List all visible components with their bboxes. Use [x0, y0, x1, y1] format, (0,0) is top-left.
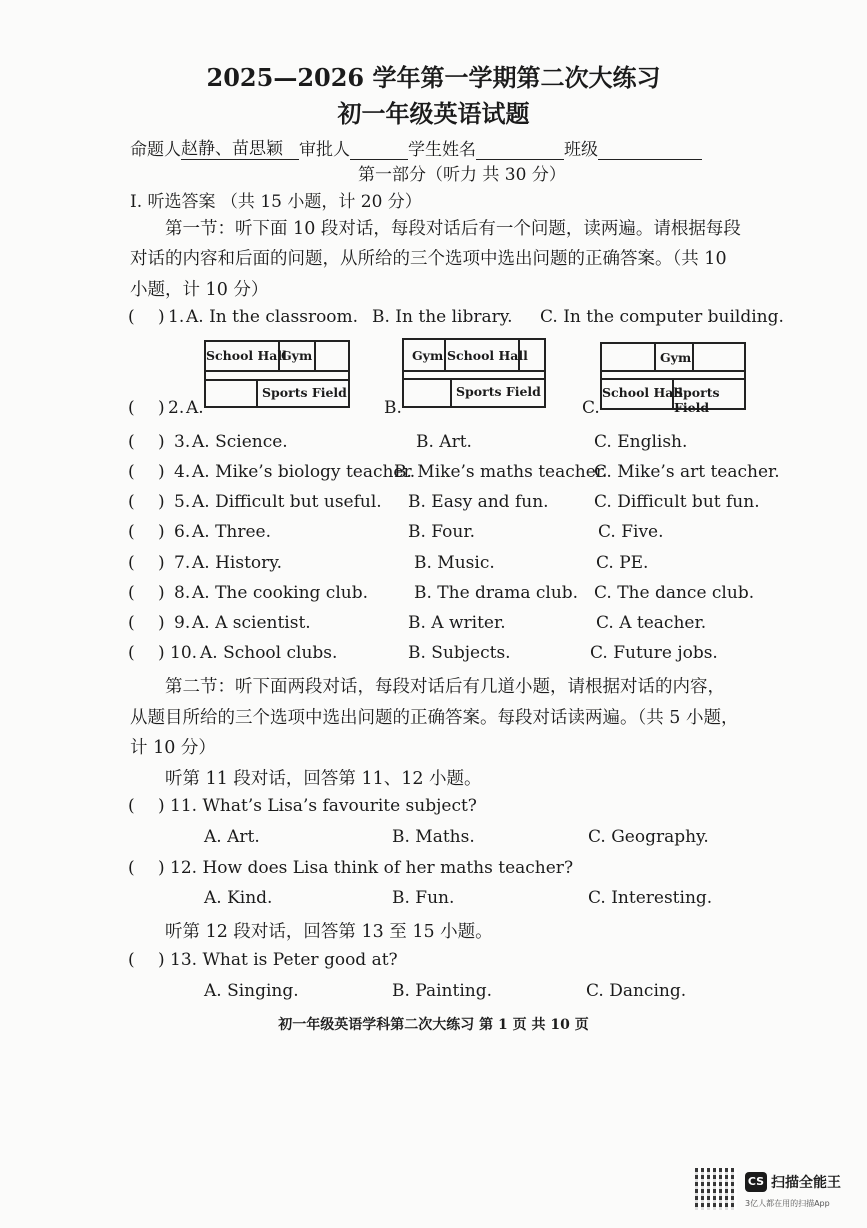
- map-option-c: [600, 342, 746, 414]
- option-c: C. Five.: [598, 522, 664, 542]
- answer-paren-open: (: [128, 398, 135, 418]
- setter-value: 赵静、苗思颖: [181, 134, 299, 160]
- map-option-a: [204, 340, 350, 412]
- map-option-b: [402, 338, 546, 410]
- class-field: [598, 159, 702, 160]
- option-b: B. In the library.: [372, 307, 513, 327]
- section-b-instructions-3: 计 10 分）: [130, 738, 216, 758]
- question-number: 5.: [174, 492, 191, 512]
- class-label: 班级: [564, 140, 598, 160]
- option-a: A. School clubs.: [200, 643, 338, 663]
- approver-label: 审批人: [299, 140, 350, 160]
- option-b: B. Mike’s maths teacher.: [394, 462, 608, 482]
- map-label-school-hall: School Hall: [447, 348, 528, 363]
- answer-paren-open: (: [128, 950, 135, 970]
- option-c: C.: [582, 398, 600, 418]
- question-text: 11. What’s Lisa’s favourite subject?: [170, 796, 477, 816]
- option-b: B. Art.: [416, 432, 472, 452]
- answer-paren-close: ): [158, 583, 165, 603]
- scanner-app-name: 扫描全能王: [771, 1175, 841, 1191]
- answer-paren-close: ): [158, 553, 165, 573]
- option-b: B. Four.: [408, 522, 476, 542]
- answer-paren-open: (: [128, 796, 135, 816]
- part-title: 第一部分（听力 共 30 分）: [358, 165, 566, 185]
- option-a: A. History.: [192, 553, 283, 573]
- option-c: C. Difficult but fun.: [594, 492, 760, 512]
- qr-code-icon: [695, 1168, 737, 1210]
- option-c: C. Mike’s art teacher.: [594, 462, 780, 482]
- scanner-app-tagline: 3亿人都在用的扫描App: [745, 1199, 830, 1208]
- question-text: 12. How does Lisa think of her maths teacher?: [170, 858, 574, 878]
- map-label-gym: Gym: [412, 348, 444, 363]
- question-number: 1.: [168, 307, 185, 327]
- dialog-12-instruction: 听第 12 段对话，回答第 13 至 15 小题。: [165, 922, 493, 942]
- option-c: C. In the computer building.: [540, 307, 784, 327]
- map-label-gym: Gym: [660, 350, 692, 365]
- option-a: A. Three.: [192, 522, 272, 542]
- setter-label: 命题人: [130, 140, 181, 160]
- option-c: C. The dance club.: [594, 583, 755, 603]
- option-a: A. The cooking club.: [192, 583, 368, 603]
- answer-paren-close: ): [158, 522, 165, 542]
- option-a: A. Difficult but useful.: [192, 492, 382, 512]
- question-number: 6.: [174, 522, 191, 542]
- option-a: A. In the classroom.: [186, 307, 359, 327]
- answer-paren-close: ): [158, 613, 165, 633]
- question-number: 9.: [174, 613, 191, 633]
- question-number: 2.: [168, 398, 185, 418]
- answer-paren-close: ): [158, 462, 165, 482]
- option-a: A. Art.: [204, 827, 260, 847]
- question-number: 4.: [174, 462, 191, 482]
- answer-paren-open: (: [128, 462, 135, 482]
- section-b-instructions-1: 第二节：听下面两段对话，每段对话后有几道小题，请根据对话的内容，: [165, 677, 725, 697]
- answer-paren-close: ): [158, 432, 165, 452]
- option-b: B. Subjects.: [408, 643, 511, 663]
- option-b: B. A writer.: [408, 613, 506, 633]
- option-a: A. Mike’s biology teacher.: [192, 462, 416, 482]
- answer-paren-open: (: [128, 522, 135, 542]
- answer-paren-close: ): [158, 307, 165, 327]
- answer-paren-open: (: [128, 583, 135, 603]
- exam-subtitle: 初一年级英语试题: [337, 99, 530, 128]
- answer-paren-open: (: [128, 307, 135, 327]
- option-a: A. Science.: [192, 432, 288, 452]
- section-heading: I. 听选答案 （共 15 小题，计 20 分）: [130, 192, 422, 212]
- answer-paren-open: (: [128, 432, 135, 452]
- section-a-instructions-1: 第一节：听下面 10 段对话，每段对话后有一个问题，读两遍。请根据每段: [165, 219, 741, 239]
- map-label-school-hall: School Hall: [602, 385, 683, 400]
- answer-paren-close: ): [158, 492, 165, 512]
- option-b: B. The drama club.: [414, 583, 579, 603]
- option-c: C. Dancing.: [586, 981, 687, 1001]
- dialog-11-instruction: 听第 11 段对话，回答第 11、12 小题。: [165, 769, 482, 789]
- question-number: 10.: [170, 643, 198, 663]
- answer-paren-open: (: [128, 613, 135, 633]
- question-text: 13. What is Peter good at?: [170, 950, 398, 970]
- answer-paren-open: (: [128, 492, 135, 512]
- answer-paren-open: (: [128, 643, 135, 663]
- option-b: B. Fun.: [392, 888, 455, 908]
- map-label-school-hall: School Hall: [206, 348, 287, 363]
- map-label-sports-field: Sports Field: [674, 385, 720, 415]
- option-b: B. Easy and fun.: [408, 492, 549, 512]
- camscanner-logo-icon: CS: [745, 1172, 767, 1192]
- option-b: B. Painting.: [392, 981, 492, 1001]
- answer-paren-open: (: [128, 553, 135, 573]
- section-a-instructions-3: 小题，计 10 分）: [130, 280, 269, 300]
- answer-paren-close: ): [158, 643, 165, 663]
- exam-title: 2025—2026 学年第一学期第二次大练习: [206, 63, 661, 92]
- page-footer: 初一年级英语学科第二次大练习 第 1 页 共 10 页: [278, 1017, 589, 1033]
- answer-paren-close: ): [158, 398, 165, 418]
- question-number: 3.: [174, 432, 191, 452]
- option-c: C. Geography.: [588, 827, 709, 847]
- option-c: C. English.: [594, 432, 688, 452]
- map-label-sports-field: Sports Field: [456, 384, 541, 399]
- map-label-gym: Gym: [281, 348, 313, 363]
- answer-paren-close: ): [158, 796, 165, 816]
- answer-paren-close: ): [158, 950, 165, 970]
- option-c: C. Interesting.: [588, 888, 713, 908]
- option-c: C. PE.: [596, 553, 649, 573]
- answer-paren-close: ): [158, 858, 165, 878]
- option-a: A. A scientist.: [192, 613, 311, 633]
- option-b: B.: [384, 398, 402, 418]
- map-label-sports-field: Sports Field: [262, 385, 347, 400]
- question-number: 8.: [174, 583, 191, 603]
- option-c: C. A teacher.: [596, 613, 707, 633]
- option-b: B. Music.: [414, 553, 495, 573]
- answer-paren-open: (: [128, 858, 135, 878]
- option-b: B. Maths.: [392, 827, 475, 847]
- option-a: A. Kind.: [204, 888, 273, 908]
- section-b-instructions-2: 从题目所给的三个选项中选出问题的正确答案。每段对话读两遍。（共 5 小题，: [130, 708, 739, 728]
- option-c: C. Future jobs.: [590, 643, 718, 663]
- option-a: A.: [186, 398, 204, 418]
- question-number: 7.: [174, 553, 191, 573]
- option-a: A. Singing.: [204, 981, 299, 1001]
- section-a-instructions-2: 对话的内容和后面的问题，从所给的三个选项中选出问题的正确答案。（共 10: [130, 249, 727, 269]
- meta-line: [130, 134, 702, 160]
- student-name-label: 学生姓名: [408, 140, 476, 160]
